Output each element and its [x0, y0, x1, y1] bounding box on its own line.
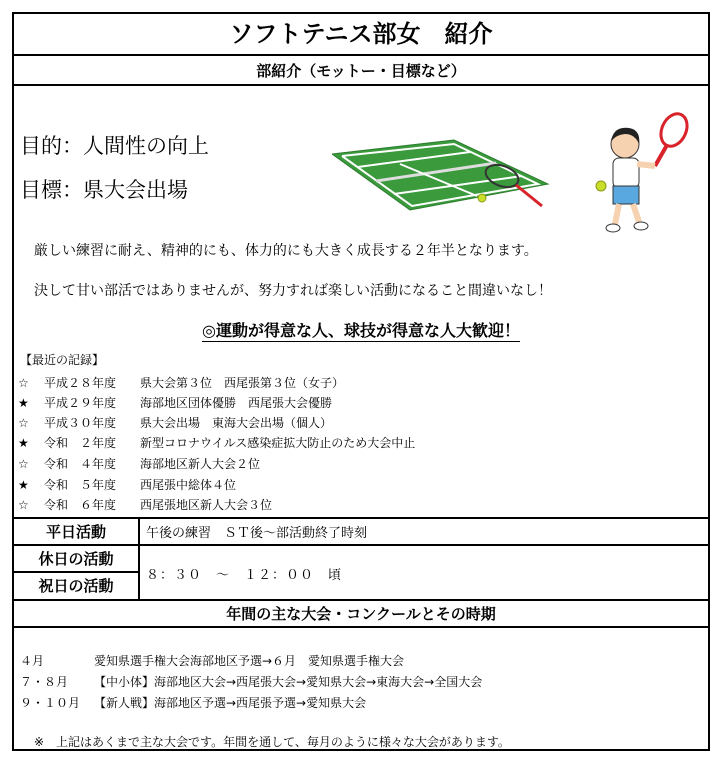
racket-handle [516, 185, 542, 206]
player-shirt [613, 158, 639, 188]
document-frame [12, 12, 710, 751]
intro-paragraph: 決して甘い部活ではありませんが、努力すれば楽しい活動になること間違いなし！ [34, 283, 552, 299]
purpose-text: 目的：人間性の向上 [20, 134, 209, 158]
player-shoe [606, 224, 620, 232]
page-title: ソフトテニス部女 紹介 [229, 20, 493, 48]
records-heading: 【最近の記録】 [20, 353, 105, 367]
divider [14, 54, 708, 56]
competitions-heading: 年間の主な大会・コンクールとその時期 [226, 605, 496, 623]
goal-text: 目標：県大会出場 [20, 178, 188, 202]
holiday-value: ８：３０ ～ １２：００ 頃 [146, 568, 343, 583]
table-divider [14, 571, 138, 573]
player-shoe [634, 222, 648, 230]
ball-icon [596, 181, 606, 191]
tennis-player-illustration [589, 110, 699, 240]
ball-icon [478, 194, 486, 202]
divider [14, 544, 708, 546]
competition-row: ７・８月 【中小体】海部地区大会→西尾張大会→愛知県大会→東海大会→全国大会 [20, 675, 483, 689]
intro-paragraph: 厳しい練習に耐え、精神的にも、体力的にも大きく成長する２年半となります。 [34, 243, 538, 259]
record-row: ★ 令和 ５年度 西尾張中総体４位 [18, 478, 237, 492]
weekday-label: 平日活動 [45, 523, 106, 541]
weekday-value: 午後の練習 ＳＴ後～部活動終了時刻 [146, 526, 368, 541]
record-row: ★ 平成２９年度 海部地区団体優勝 西尾張大会優勝 [18, 396, 333, 410]
record-row: ☆ 平成３０年度 県大会出場 東海大会出場（個人） [18, 416, 333, 430]
footnote: ※ 上記はあくまで主な大会です。年間を通して、毎月のように様々な大会があります。 [34, 735, 510, 749]
player-leg [633, 204, 639, 222]
racket-head [656, 110, 692, 150]
player-shorts [613, 186, 639, 204]
competition-row: ９・１０月 【新人戦】海部地区予選→西尾張予選→愛知県大会 [20, 696, 367, 710]
table-divider [138, 517, 140, 599]
racket-handle [655, 145, 667, 166]
divider [14, 626, 708, 628]
divider [14, 517, 708, 519]
intro-heading: 部紹介（モットー・目標など） [256, 62, 466, 80]
tennis-court-illustration [332, 126, 552, 222]
competition-row: ４月 愛知県選手権大会海部地区予選→６月 愛知県選手権大会 [20, 654, 405, 668]
festival-label: 祝日の活動 [38, 577, 114, 595]
welcome-message: ◎運動が得意な人、球技が得意な人大歓迎！ [202, 321, 520, 340]
holiday-label: 休日の活動 [38, 550, 114, 568]
record-row: ☆ 令和 ４年度 海部地区新人大会２位 [18, 457, 261, 471]
divider [14, 599, 708, 601]
record-row: ★ 令和 ２年度 新型コロナウイルス感染症拡大防止のため大会中止 [18, 436, 416, 450]
player-leg [615, 204, 619, 224]
record-row: ☆ 平成２８年度 県大会第３位 西尾張第３位（女子） [18, 376, 345, 390]
court-surface [332, 140, 548, 210]
player-arm [637, 164, 655, 166]
record-row: ☆ 令和 ６年度 西尾張地区新人大会３位 [18, 498, 273, 512]
divider [14, 84, 708, 86]
